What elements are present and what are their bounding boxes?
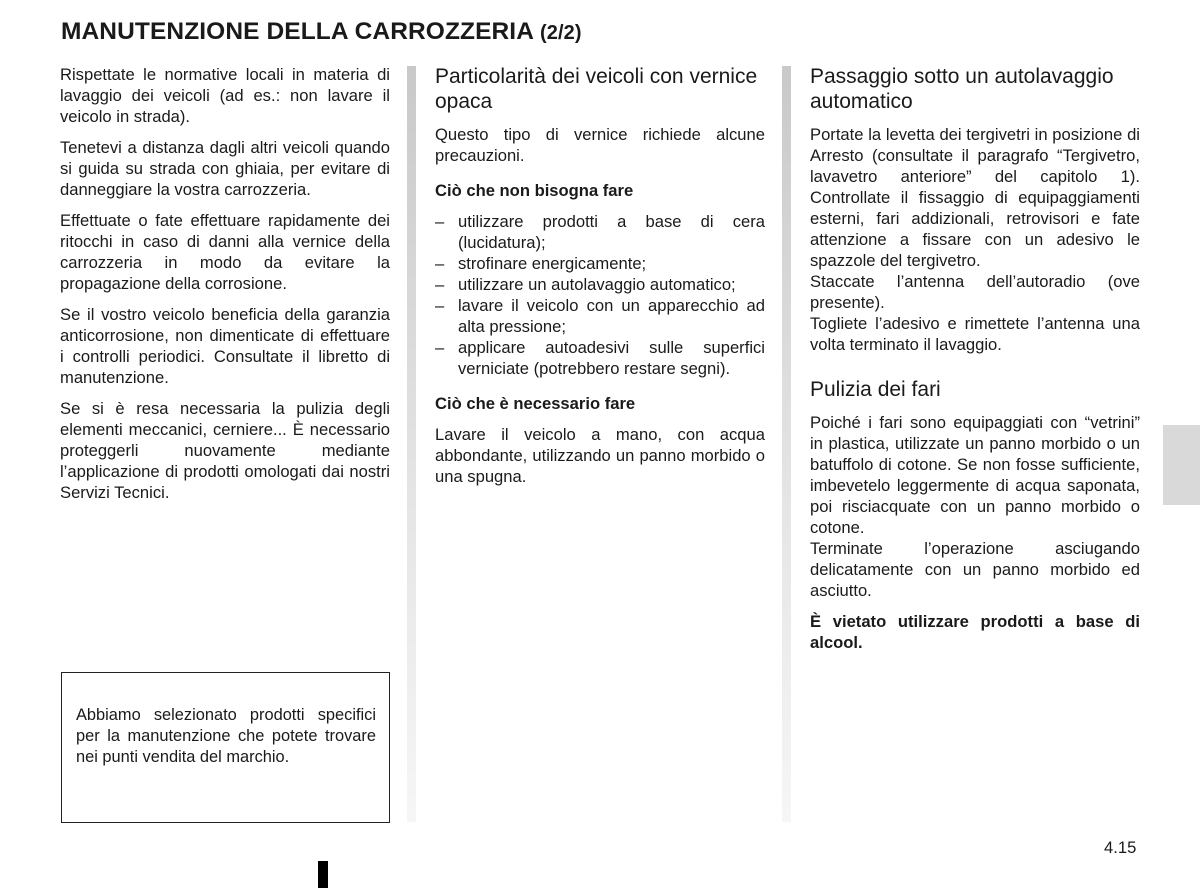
column-middle xyxy=(435,64,765,497)
column-divider xyxy=(407,66,416,822)
paragraph-matte-intro: Questo tipo di vernice richiede alcune precauzioni. xyxy=(435,125,765,165)
paragraph-antenna: Staccate l’antenna dell’autoradio (ove presente). xyxy=(810,272,1140,312)
list-item: – lavare il veicolo con un apparecchio ad alta pressione; xyxy=(435,295,765,337)
paragraph-do: Lavare il veicolo a mano, con acqua abbondante, utilizzando un panno morbido o una spugna. xyxy=(435,425,765,486)
paragraph-headlights: Poiché i fari sono equipaggiati con “vetrini” in plastica, utilizzate un panno morbido o un batuffolo di cotone. Se non fosse sufficiente, imbevetelo leggermente di acqua saponata, poi risciacquate con un panno morbido o cotone. xyxy=(810,413,1140,537)
list-dont xyxy=(435,211,765,379)
column-right xyxy=(810,64,1140,663)
page-number: 4.15 xyxy=(1104,838,1137,857)
list-item: – utilizzare prodotti a base di cera (lucidatura); xyxy=(435,211,765,253)
column-divider xyxy=(782,66,791,822)
paragraph-after-wash: Togliete l’adesivo e rimettete l’antenna una volta terminato il lavaggio. xyxy=(810,314,1140,354)
chapter-tab xyxy=(1163,425,1200,505)
heading-headlights: Pulizia dei fari xyxy=(810,378,941,401)
paragraph-wiper: Portate la levetta dei tergivetri in posizione di Arresto (consultate il paragrafo “Tergivetro, lavavetro anteriore” del capitolo 1). Controllate il fissaggio di equipaggiamenti esterni, fari addizionali, retrovisori e fate attenzione a fissare con un adesivo le spazzole del tergivetro. xyxy=(810,125,1140,270)
column-left xyxy=(60,64,390,513)
subheading-do: Ciò che è necessario fare xyxy=(435,394,636,413)
subheading-dont: Ciò che non bisogna fare xyxy=(435,181,634,200)
crop-mark xyxy=(318,861,328,888)
note-box xyxy=(61,672,390,823)
paragraph-drying: Terminate l’operazione asciugando delicatamente con un panno morbido ed asciutto. xyxy=(810,539,1140,600)
paragraph-anticorrosion: Se il vostro veicolo beneficia della garanzia anticorrosione, non dimenticate di effettuare i controlli periodici. Consultate il libretto di manutenzione. xyxy=(60,305,390,387)
heading-matte-paint: Particolarità dei veicoli con vernice opaca xyxy=(435,65,758,113)
list-item: – strofinare energicamente; xyxy=(435,253,765,274)
warning-alcohol: È vietato utilizzare prodotti a base di alcool. xyxy=(810,612,1140,652)
note-text: Abbiamo selezionato prodotti specifici per la manutenzione che potete trovare nei punti vendita del marchio. xyxy=(76,706,376,766)
paragraph-mechanical-cleaning: Se si è resa necessaria la pulizia degli elementi meccanici, cerniere... È necessario proteggerli nuovamente mediante l’applicazione di prodotti omologati dai nostri Servizi Tecnici. xyxy=(60,399,390,502)
page-title-text: MANUTENZIONE DELLA CARROZZERIA xyxy=(61,18,534,45)
paragraph-washing-rules: Rispettate le normative locali in materia di lavaggio dei veicoli (ad es.: non lavare il veicolo in strada). xyxy=(60,65,390,126)
page-title-suffix: (2/2) xyxy=(540,22,582,44)
page-title xyxy=(61,18,582,46)
paragraph-paint-touchup: Effettuate o fate effettuare rapidamente dei ritocchi in caso di danni alla vernice della carrozzeria in modo da evitare la propagazione della corrosione. xyxy=(60,211,390,293)
list-item: – applicare autoadesivi sulle superfici verniciate (potrebbero restare segni). xyxy=(435,337,765,379)
list-item: – utilizzare un autolavaggio automatico; xyxy=(435,274,765,295)
heading-car-wash: Passaggio sotto un autolavaggio automatico xyxy=(810,65,1114,113)
paragraph-gravel-distance: Tenetevi a distanza dagli altri veicoli quando si guida su strada con ghiaia, per evitare di danneggiare la vostra carrozzeria. xyxy=(60,138,390,199)
